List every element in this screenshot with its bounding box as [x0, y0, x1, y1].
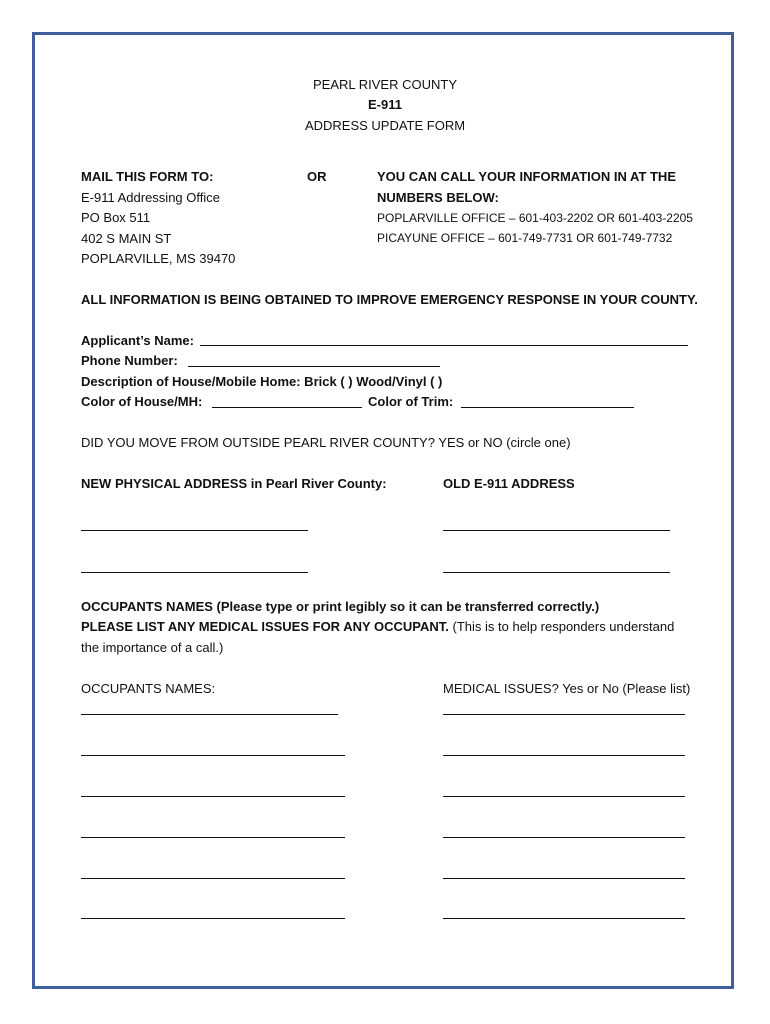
medical-issue-line[interactable]: [443, 714, 685, 715]
form-title: ADDRESS UPDATE FORM: [304, 118, 466, 133]
medical-issue-line[interactable]: [443, 837, 685, 838]
occupant-name-line[interactable]: [81, 755, 345, 756]
occupant-name-line[interactable]: [81, 918, 345, 919]
medical-issue-line[interactable]: [443, 755, 685, 756]
county-title: PEARL RIVER COUNTY: [313, 77, 457, 92]
phone-number-label: Phone Number:: [81, 353, 178, 368]
occupant-name-line[interactable]: [81, 714, 338, 715]
or-label: OR: [307, 169, 327, 184]
old-address-line[interactable]: [443, 572, 670, 573]
medical-issue-line[interactable]: [443, 796, 685, 797]
house-color-line[interactable]: [212, 407, 362, 408]
new-address-line[interactable]: [81, 530, 308, 531]
mail-line: 402 S MAIN ST: [81, 231, 172, 246]
trim-color-line[interactable]: [461, 407, 634, 408]
moved-question: DID YOU MOVE FROM OUTSIDE PEARL RIVER COUNTY? YES or NO (circle one): [81, 435, 571, 450]
medical-column-label: MEDICAL ISSUES? Yes or No (Please list): [443, 681, 691, 696]
trim-color-label: Color of Trim:: [368, 394, 454, 409]
house-color-label: Color of House/MH:: [81, 394, 203, 409]
medical-issue-line[interactable]: [443, 918, 685, 919]
call-heading: YOU CAN CALL YOUR INFORMATION IN AT THE: [377, 169, 676, 184]
mail-line: E-911 Addressing Office: [81, 190, 220, 205]
new-address-label: NEW PHYSICAL ADDRESS in Pearl River County:: [81, 476, 387, 491]
medical-note-rest: (This is to help responders understand: [448, 619, 675, 634]
applicant-name-label: Applicant’s Name:: [81, 333, 194, 348]
occupants-column-label: OCCUPANTS NAMES:: [81, 681, 216, 696]
mail-line: PO Box 511: [81, 210, 151, 225]
mail-heading: MAIL THIS FORM TO:: [81, 169, 214, 184]
applicant-name-line[interactable]: [200, 345, 688, 346]
medical-note-bold: PLEASE LIST ANY MEDICAL ISSUES FOR ANY OCCUPANT.: [81, 619, 449, 634]
emergency-notice: ALL INFORMATION IS BEING OBTAINED TO IMPROVE EMERGENCY RESPONSE IN YOUR COUNTY.: [81, 292, 698, 307]
call-heading-2: NUMBERS BELOW:: [377, 190, 499, 205]
picayune-phone: PICAYUNE OFFICE – 601-749-7731 OR 601-749-7732: [377, 231, 673, 245]
medical-note: [81, 620, 674, 633]
occupant-name-line[interactable]: [81, 837, 345, 838]
medical-note-continued: the importance of a call.): [81, 640, 224, 655]
phone-number-line[interactable]: [188, 366, 440, 367]
poplarville-phone: POPLARVILLE OFFICE – 601-403-2202 OR 601-403-2205: [377, 211, 693, 225]
old-address-label: OLD E-911 ADDRESS: [443, 476, 575, 491]
new-address-line[interactable]: [81, 572, 308, 573]
old-address-line[interactable]: [443, 530, 670, 531]
occupants-note: OCCUPANTS NAMES (Please type or print legibly so it can be transferred correctly.): [81, 599, 600, 614]
e911-title: E-911: [368, 97, 402, 112]
mail-line: POPLARVILLE, MS 39470: [81, 251, 236, 266]
medical-issue-line[interactable]: [443, 878, 685, 879]
house-description-label: Description of House/Mobile Home: Brick ( ) Wood/Vinyl ( ): [81, 374, 443, 389]
occupant-name-line[interactable]: [81, 796, 345, 797]
occupant-name-line[interactable]: [81, 878, 345, 879]
